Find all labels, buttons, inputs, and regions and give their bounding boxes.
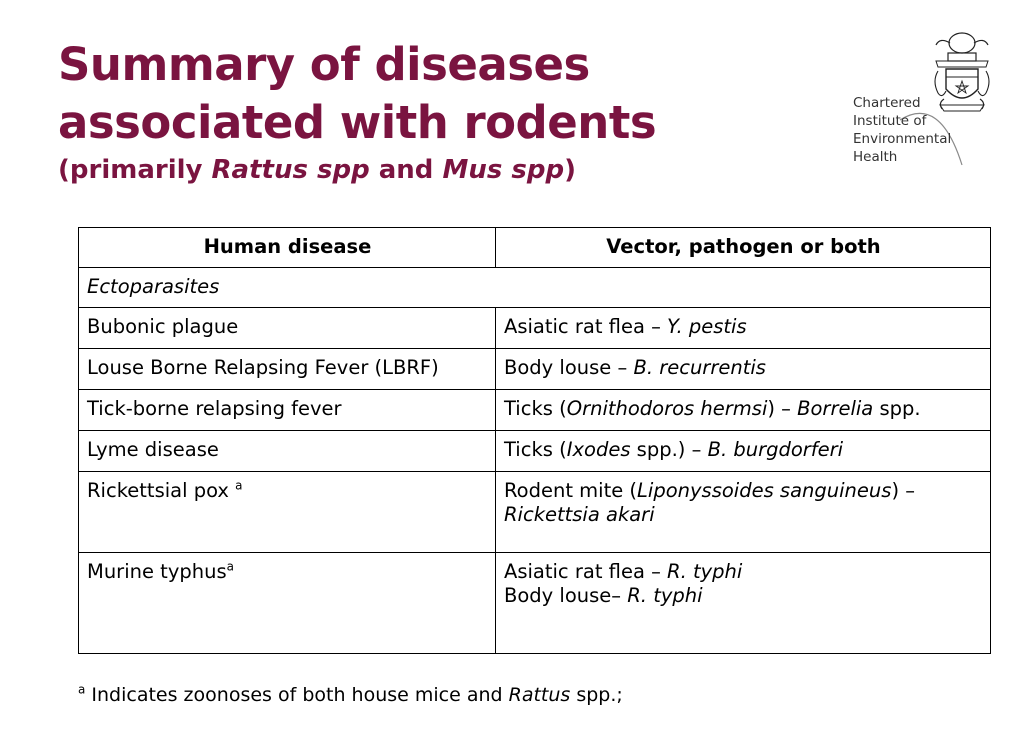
disease-cell xyxy=(79,553,496,654)
table-row xyxy=(79,308,991,349)
disease-cell xyxy=(79,390,496,431)
wordmark-line-2: Institute of xyxy=(853,113,927,129)
species-name: Borrelia xyxy=(797,397,874,420)
species-name: B. burgdorferi xyxy=(707,438,844,461)
vector-cell xyxy=(496,553,991,654)
species-name: B. recurrentis xyxy=(633,356,766,379)
footnote-marker: a xyxy=(226,559,234,574)
header-human-disease: Human disease xyxy=(79,228,496,268)
footnote-end: spp.; xyxy=(570,684,623,706)
species-name: R. typhi xyxy=(667,560,743,583)
disease-cell xyxy=(79,349,496,390)
vector-text: Ticks ( xyxy=(504,397,567,420)
table-row xyxy=(79,472,991,553)
disease-name: Louse Borne Relapsing Fever (LBRF) xyxy=(87,356,439,379)
vector-cell xyxy=(496,431,991,472)
disease-name: Rickettsial pox xyxy=(87,479,229,502)
vector-text: Asiatic rat flea – xyxy=(504,560,668,583)
table-header-row xyxy=(79,228,991,268)
vector-text: ) – xyxy=(891,479,915,502)
disease-name: Tick-borne relapsing fever xyxy=(87,397,342,420)
page-subtitle xyxy=(58,154,576,186)
table-row xyxy=(79,431,991,472)
footnote-marker: a xyxy=(78,682,86,697)
section-label: Ectoparasites xyxy=(79,268,991,308)
disease-cell xyxy=(79,431,496,472)
species-name: Ixodes xyxy=(566,438,631,461)
vector-text: Ticks ( xyxy=(504,438,567,461)
species-name: Y. pestis xyxy=(667,315,747,338)
footnote-marker: a xyxy=(235,478,243,493)
subtitle-and: and xyxy=(369,155,443,185)
wordmark-line-4: Health xyxy=(853,149,898,165)
disease-name: Bubonic plague xyxy=(87,315,239,338)
species-name: Liponyssoides sanguineus xyxy=(637,479,892,502)
table-row xyxy=(79,390,991,431)
vector-line xyxy=(504,560,983,584)
table-row xyxy=(79,553,991,654)
disease-cell xyxy=(79,472,496,553)
vector-text: spp.) – xyxy=(630,438,708,461)
vector-text: spp. xyxy=(873,397,921,420)
vector-line xyxy=(504,584,983,608)
title-line-1: Summary of diseases xyxy=(58,38,590,91)
table-row xyxy=(79,349,991,390)
subtitle-genus-rattus: Rattus spp xyxy=(211,155,370,185)
vector-text: Asiatic rat flea – xyxy=(504,315,668,338)
vector-cell xyxy=(496,308,991,349)
subtitle-close: ) xyxy=(564,155,576,185)
footnote xyxy=(78,684,623,706)
wordmark-line-3: Environmental xyxy=(853,131,952,147)
disease-name: Lyme disease xyxy=(87,438,219,461)
header-vector-pathogen: Vector, pathogen or both xyxy=(496,228,991,268)
species-name: Ornithodoros hermsi xyxy=(566,397,768,420)
vector-cell xyxy=(496,390,991,431)
vector-text: ) – xyxy=(767,397,798,420)
vector-text: Rodent mite ( xyxy=(504,479,638,502)
title-line-2: associated with rodents xyxy=(58,96,657,149)
wordmark-line-1: Chartered xyxy=(853,95,921,111)
diseases-table xyxy=(78,227,991,654)
footnote-text: Indicates zoonoses of both house mice and xyxy=(85,684,509,706)
vector-cell xyxy=(496,349,991,390)
cieh-wordmark xyxy=(853,94,951,166)
vector-text: Body louse – xyxy=(504,356,634,379)
section-row xyxy=(79,268,991,308)
species-name: R. typhi xyxy=(627,584,703,607)
footnote-genus: Rattus xyxy=(508,684,571,706)
subtitle-open: (primarily xyxy=(58,155,212,185)
page-title xyxy=(58,36,656,152)
subtitle-genus-mus: Mus spp xyxy=(442,155,565,185)
disease-cell xyxy=(79,308,496,349)
vector-text: Body louse– xyxy=(504,584,628,607)
disease-name: Murine typhus xyxy=(87,560,227,583)
vector-cell xyxy=(496,472,991,553)
species-name: Rickettsia akari xyxy=(504,503,655,526)
